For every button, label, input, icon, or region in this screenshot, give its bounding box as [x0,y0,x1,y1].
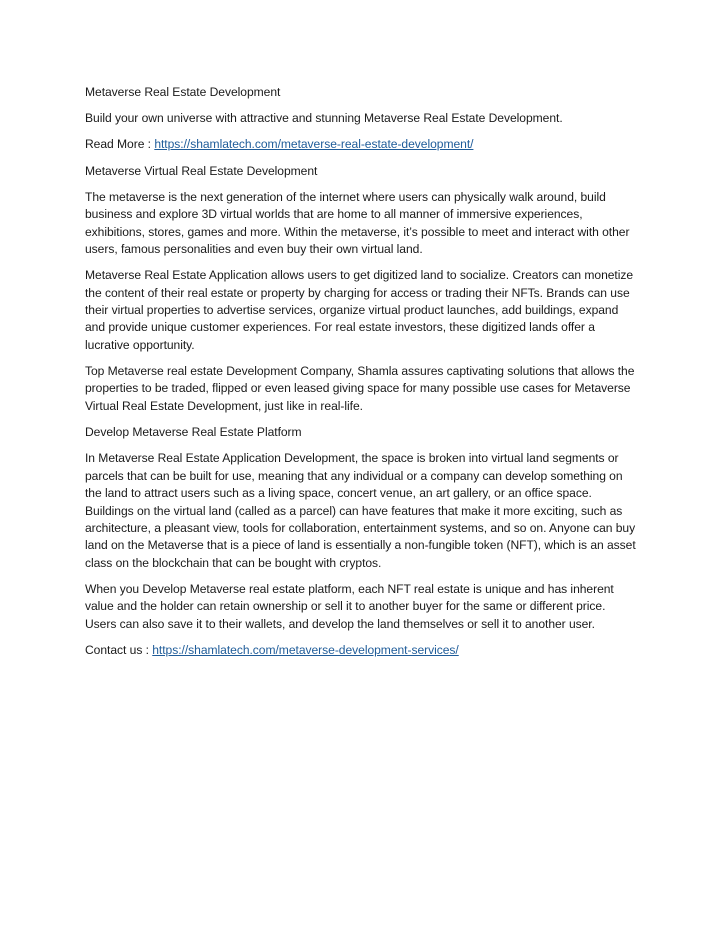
contact-link[interactable]: https://shamlatech.com/metaverse-development-services/ [152,642,459,657]
contact-line [85,642,637,659]
paragraph-company: Top Metaverse real estate Development Company, Shamla assures captivating solutions that allows the properties to be traded, flipped or even leased giving space for many possible use cases for Metaverse Virtual Real Estate Development, just like in real-life. [85,364,635,413]
document-body [85,84,637,668]
paragraph-application-development: In Metaverse Real Estate Application Development, the space is broken into virtual land segments or parcels that can be built for use, meaning that any individual or a company can develop something on the land to attract users such as a living space, concert venue, an art gallery, or an office space. Buildings on the virtual land (called as a parcel) can have features that make it more exciting, such as architecture, a pleasant view, tools for collaboration, entertainment systems, and so on. Anyone can buy land on the Metaverse that is a piece of land is essentially a non-fungible token (NFT), which is an asset class on the blockchain that can be bought with cryptos. [85,451,636,570]
paragraph-real-estate-application: Metaverse Real Estate Application allows users to get digitized land to socialize. Creators can monetize the content of their real estate or property by charging for access or trading their NFTs. Brands can use their virtual properties to advertise services, organize virtual product launches, add buildings, expand and provide unique customer experiences. For real estate investors, these digitized lands offer a lucrative opportunity. [85,268,634,352]
read-more-link[interactable]: https://shamlatech.com/metaverse-real-estate-development/ [154,137,474,152]
read-more-line [85,136,637,153]
read-more-label: Read More : [85,137,155,152]
paragraph-nft-real-estate: When you Develop Metaverse real estate platform, each NFT real estate is unique and has inherent value and the holder can retain ownership or sell it to another buyer for the same or different price. Users can also save it to their wallets, and develop the land themselves or sell it to another user. [85,581,614,631]
intro-paragraph: Build your own universe with attractive and stunning Metaverse Real Estate Development. [85,111,563,126]
contact-label: Contact us : [85,642,153,657]
paragraph-metaverse-intro: The metaverse is the next generation of the internet where users can physically walk around, build business and explore 3D virtual worlds that are home to all manner of immersive experiences, exhibitions, stores, games and more. Within the metaverse, it’s possible to meet and interact with other users, famous personalities and even buy their own virtual land. [85,189,630,257]
section-heading-virtual-real-estate: Metaverse Virtual Real Estate Development [85,163,318,178]
document-title: Metaverse Real Estate Development [85,85,281,99]
section-heading-develop-platform: Develop Metaverse Real Estate Platform [85,425,302,440]
